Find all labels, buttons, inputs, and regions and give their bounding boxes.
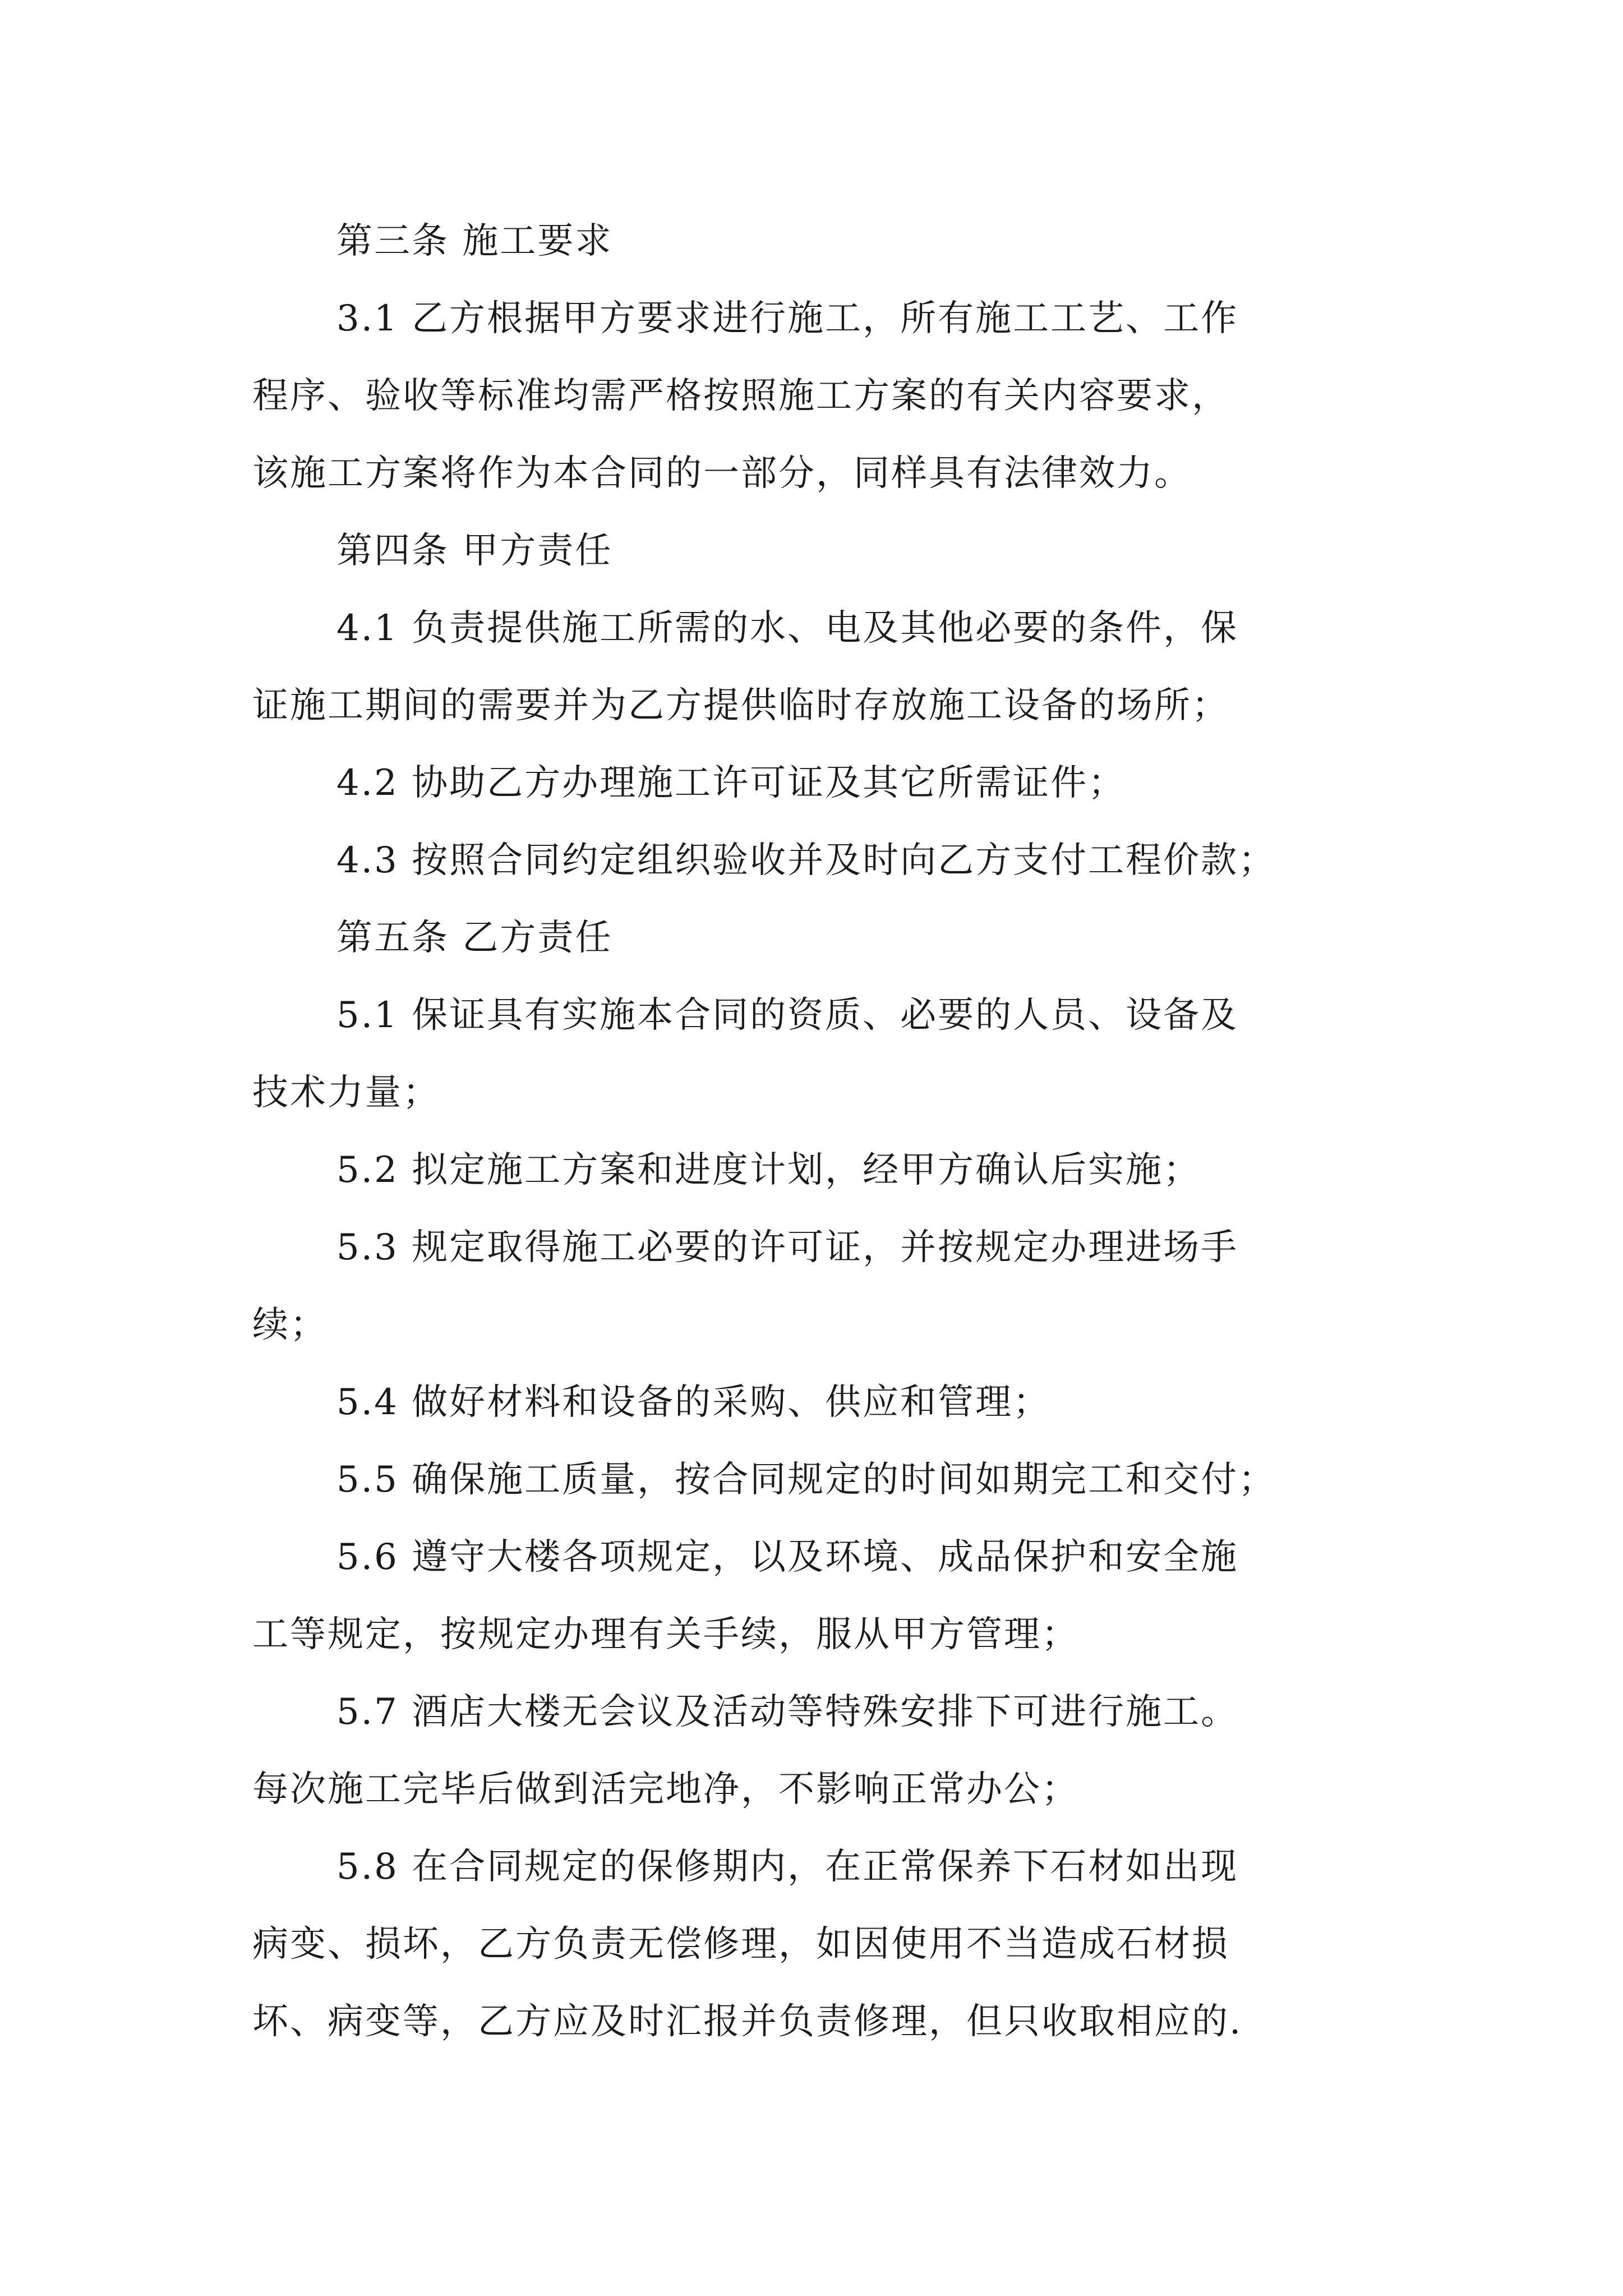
heading-article-5: 第五条 乙方责任 [336,917,613,959]
heading-article-3: 第三条 施工要求 [336,220,613,262]
clause-5-8-line-3: 坏、病变等，乙方应及时汇报并负责修理，但只收取相应的. [252,2001,1243,2042]
clause-5-8-line-1: 5.8 在合同规定的保修期内，在正常保养下石材如出现 [336,1846,1239,1888]
clause-5-6-line-1: 5.6 遵守大楼各项规定，以及环境、成品保护和安全施 [336,1536,1239,1578]
clause-4-2: 4.2 协助乙方办理施工许可证及其它所需证件； [336,762,1126,804]
clause-5-3-line-2: 续； [252,1304,328,1346]
clause-5-3-line-1: 5.3 规定取得施工必要的许可证，并按规定办理进场手 [336,1227,1239,1268]
clause-5-1-line-1: 5.1 保证具有实施本合同的资质、必要的人员、设备及 [336,995,1239,1036]
clause-3-1-line-2: 程序、验收等标准均需严格按照施工方案的有关内容要求， [252,375,1229,417]
clause-5-4: 5.4 做好材料和设备的采购、供应和管理； [336,1382,1051,1423]
clause-5-7-line-1: 5.7 酒店大楼无会议及活动等特殊安排下可进行施工。 [336,1691,1239,1733]
clause-5-6-line-2: 工等规定，按规定办理有关手续，服从甲方管理； [252,1614,1079,1655]
clause-3-1-line-3: 该施工方案将作为本合同的一部分，同样具有法律效力。 [252,453,1192,494]
clause-5-1-line-2: 技术力量； [252,1072,440,1114]
clause-4-1-line-2: 证施工期间的需要并为乙方提供临时存放施工设备的场所； [252,685,1229,726]
clause-5-2: 5.2 拟定施工方案和进度计划，经甲方确认后实施； [336,1149,1201,1191]
clause-5-7-line-2: 每次施工完毕后做到活完地净，不影响正常办公； [252,1769,1079,1810]
clause-4-3: 4.3 按照合同约定组织验收并及时向乙方支付工程价款； [336,840,1276,881]
clause-4-1-line-1: 4.1 负责提供施工所需的水、电及其他必要的条件，保 [336,608,1239,649]
clause-3-1-line-1: 3.1 乙方根据甲方要求进行施工，所有施工工艺、工作 [336,298,1239,339]
heading-article-4: 第四条 甲方责任 [336,530,613,572]
clause-5-8-line-2: 病变、损坏，乙方负责无偿修理，如因使用不当造成石材损 [252,1924,1229,1965]
clause-5-5: 5.5 确保施工质量，按合同规定的时间如期完工和交付； [336,1459,1276,1501]
